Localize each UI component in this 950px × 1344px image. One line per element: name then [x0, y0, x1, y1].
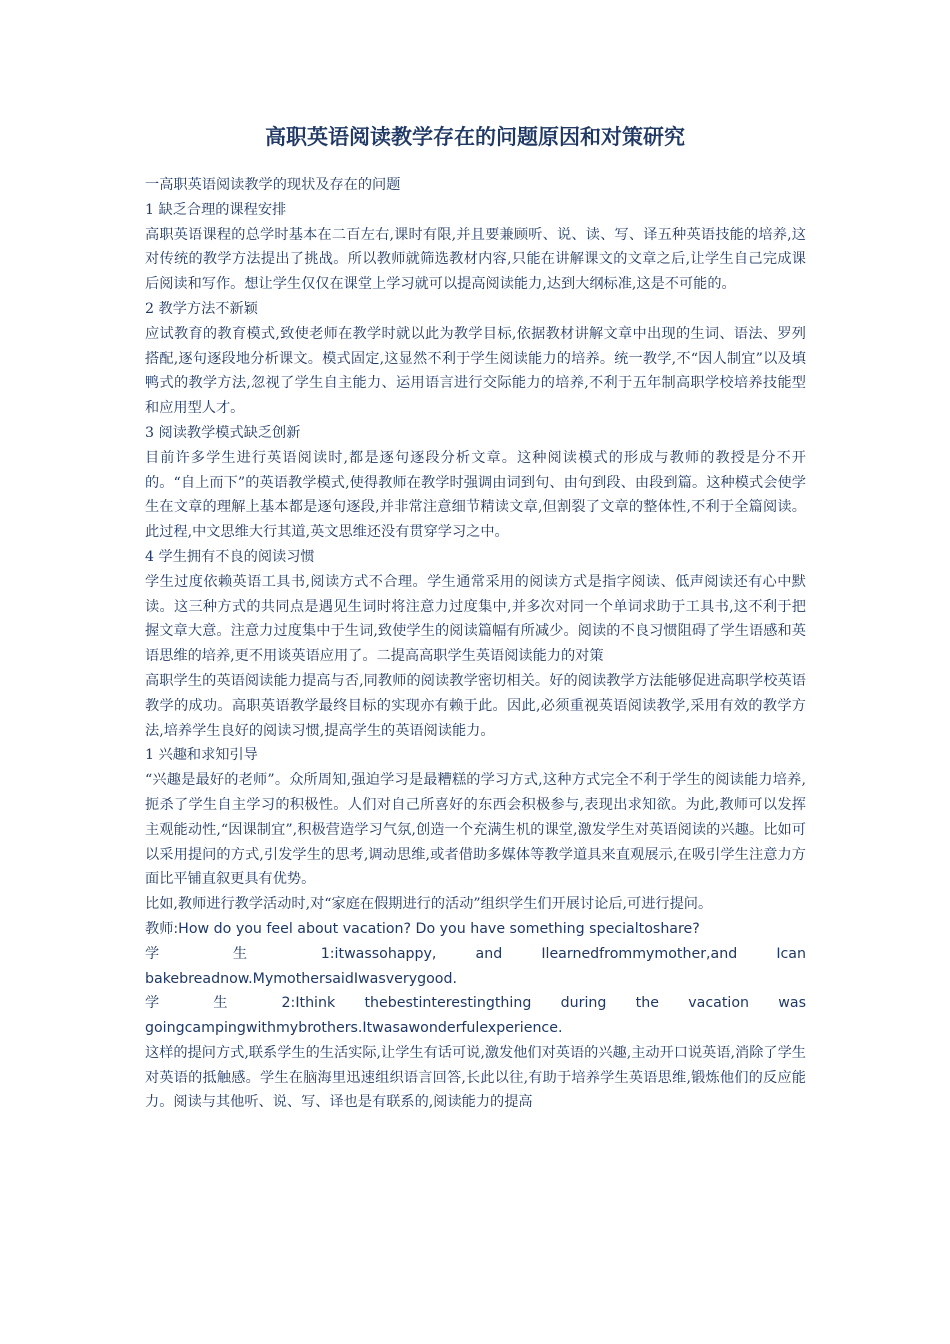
- paragraph-2-intro: 高职学生的英语阅读能力提高与否,同教师的阅读教学密切相关。好的阅读教学方法能够促进高职学校英语教学的成功。高职英语教学最终目标的实现亦有赖于此。因此,必须重视英语阅读教学,采用有效的教学方法,培养学生良好的阅读习惯,提高学生的英语阅读能力。: [145, 672, 806, 739]
- dialogue-student-2: 学 生 2:Ithink thebestinterestingthing during the vacation was goingcampingwithmybrothers.Itwasawonderfulexperience.: [145, 995, 806, 1037]
- document-body: [145, 173, 806, 1115]
- subheading-1-3: 3 阅读教学模式缺乏创新: [145, 424, 301, 441]
- paragraph-2-1-example: 比如,教师进行教学活动时,对“家庭在假期进行的活动”组织学生们开展讨论后,可进行提问。: [145, 896, 713, 913]
- dialogue-student-1: 学 生 1:itwassohappy, and Ilearnedfrommymother,and Ican bakebreadnow.MymothersaidIwasverygood.: [145, 945, 806, 987]
- section-heading-1: 一高职英语阅读教学的现状及存在的问题: [145, 177, 401, 193]
- subheading-1-1: 1 缺乏合理的课程安排: [145, 201, 287, 218]
- subheading-2-1: 1 兴趣和求知引导: [145, 747, 258, 764]
- dialogue-teacher: 教师:How do you feel about vacation? Do you have something specialtoshare?: [145, 920, 700, 937]
- paragraph-2-1-conclusion: 这样的提问方式,联系学生的生活实际,让学生有话可说,激发他们对英语的兴趣,主动开口说英语,消除了学生对英语的抵触感。学生在脑海里迅速组织语言回答,长此以往,有助于培养学生英语思维,锻炼他们的反应能力。阅读与其他听、说、写、译也是有联系的,阅读能力的提高: [145, 1044, 806, 1111]
- subheading-1-4: 4 学生拥有不良的阅读习惯: [145, 548, 315, 565]
- paragraph-1-4: 学生过度依赖英语工具书,阅读方式不合理。学生通常采用的阅读方式是指字阅读、低声阅读还有心中默读。这三种方式的共同点是遇见生词时将注意力过度集中,并多次对同一个单词求助于工具书,这不利于把握文章大意。注意力过度集中于生词,致使学生的阅读篇幅有所减少。阅读的不良习惯阻碍了学生语感和英语思维的培养,更不用谈英语应用了。二提高高职学生英语阅读能力的对策: [145, 573, 806, 665]
- paragraph-1-2: 应试教育的教育模式,致使老师在教学时就以此为教学目标,依据教材讲解文章中出现的生词、语法、罗列搭配,逐句逐段地分析课文。模式固定,这显然不利于学生阅读能力的培养。统一教学,不“因人制宜”以及填鸭式的教学方法,忽视了学生自主能力、运用语言进行交际能力的培养,不利于五年制高职学校培养技能型和应用型人才。: [145, 325, 806, 417]
- paragraph-1-3: 目前许多学生进行英语阅读时,都是逐句逐段分析文章。这种阅读模式的形成与教师的教授是分不开的。“自上而下”的英语教学模式,使得教师在教学时强调由词到句、由句到段、由段到篇。这种模式会使学生在文章的理解上基本都是逐句逐段,并非常注意细节精读文章,但割裂了文章的整体性,不利于全篇阅读。此过程,中文思维大行其道,英文思维还没有贯穿学习之中。: [145, 449, 806, 541]
- paragraph-2-1: “兴趣是最好的老师”。众所周知,强迫学习是最糟糕的学习方式,这种方式完全不利于学生的阅读能力培养,扼杀了学生自主学习的积极性。人们对自己所喜好的东西会积极参与,表现出求知欲。为此,教师可以发挥主观能动性,“因课制宜”,积极营造学习气氛,创造一个充满生机的课堂,激发学生对英语阅读的兴趣。比如可以采用提问的方式,引发学生的思考,调动思维,或者借助多媒体等教学道具来直观展示,在吸引学生注意力方面比平铺直叙更具有优势。: [145, 772, 806, 888]
- paragraph-1-1: 高职英语课程的总学时基本在二百左右,课时有限,并且要兼顾听、说、读、写、译五种英语技能的培养,这对传统的教学方法提出了挑战。所以教师就筛选教材内容,只能在讲解课文的文章之后,让学生自己完成课后阅读和写作。想让学生仅仅在课堂上学习就可以提高阅读能力,达到大纲标准,这是不可能的。: [145, 226, 806, 293]
- subheading-1-2: 2 教学方法不新颖: [145, 300, 258, 317]
- document-title: 高职英语阅读教学存在的问题原因和对策研究: [265, 125, 685, 149]
